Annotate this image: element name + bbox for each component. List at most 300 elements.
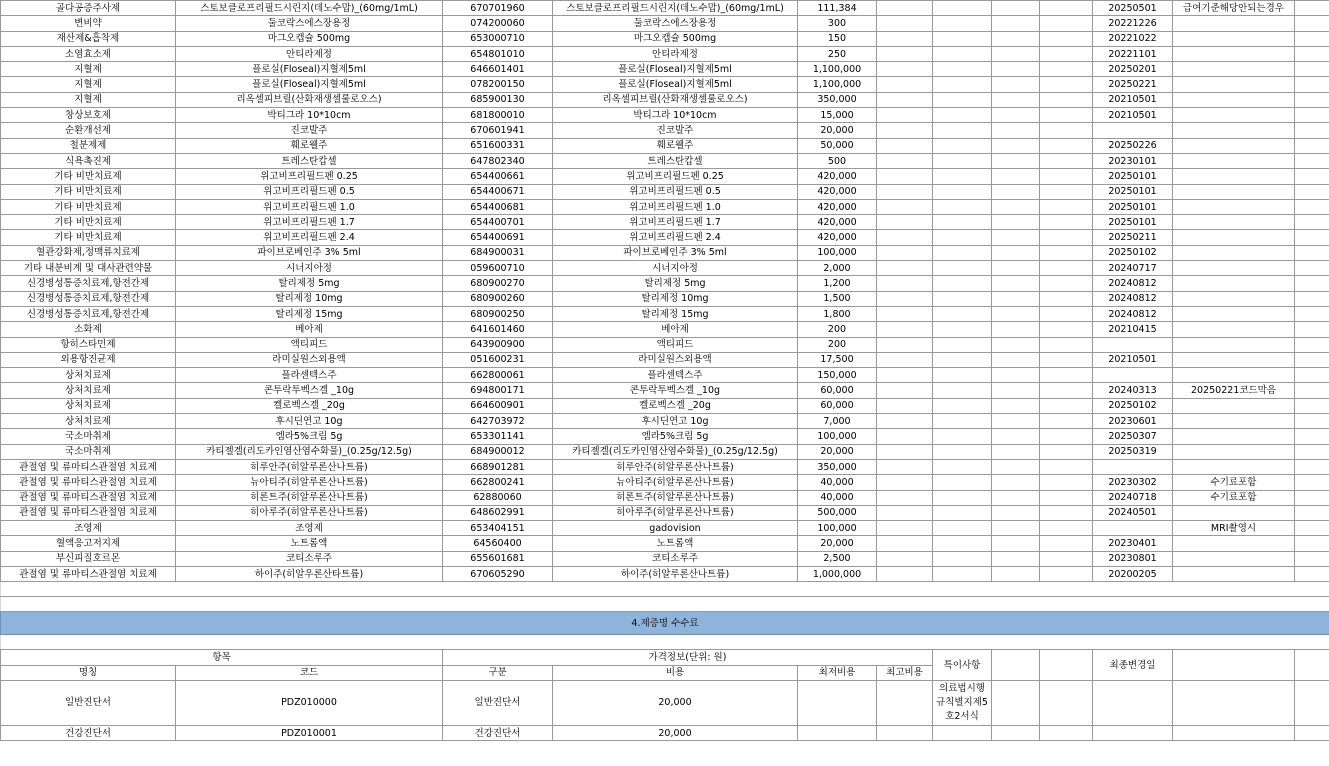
price-cell: 250	[798, 46, 877, 61]
category-cell: 관절염 및 류마티스관절염 치료제	[1, 490, 176, 505]
certificate-row	[1, 680, 1329, 725]
product-name-cell: 탈리제정 15mg	[176, 306, 443, 321]
product-name-cell: 코티소루주	[176, 551, 443, 566]
date-cell	[1093, 459, 1173, 474]
product-name-cell: 후시딘연고 10g	[176, 414, 443, 429]
product-name-cell: 베아제	[553, 322, 798, 337]
remark-cell	[1173, 322, 1295, 337]
cert-category: 일반진단서	[443, 680, 553, 725]
price-cell: 350,000	[798, 92, 877, 107]
product-name-cell: 엠라5%크림 5g	[553, 429, 798, 444]
date-cell	[1093, 521, 1173, 536]
date-cell: 20230601	[1093, 414, 1173, 429]
code-cell: 668901281	[443, 459, 553, 474]
price-cell: 2,500	[798, 551, 877, 566]
category-cell: 상처치료제	[1, 414, 176, 429]
code-cell: 653301141	[443, 429, 553, 444]
remark-cell	[1173, 92, 1295, 107]
product-name-cell: 위고비프리필드펜 0.25	[553, 169, 798, 184]
date-cell: 20240313	[1093, 383, 1173, 398]
product-name-cell: 조영제	[176, 521, 443, 536]
category-cell: 지혈제	[1, 77, 176, 92]
product-name-cell: 위고비프리필드펜 0.5	[176, 184, 443, 199]
table-row	[1, 536, 1329, 551]
col-category: 구분	[443, 665, 553, 680]
code-cell: 074200060	[443, 16, 553, 31]
table-row	[1, 77, 1329, 92]
date-cell: 20250101	[1093, 169, 1173, 184]
category-cell: 신경병성통증치료제,항전간제	[1, 276, 176, 291]
remark-cell	[1173, 291, 1295, 306]
product-name-cell: 켈로벡스겔 _20g	[176, 398, 443, 413]
table-row	[1, 46, 1329, 61]
price-cell: 200	[798, 322, 877, 337]
product-name-cell: 뉴아티주(히알루론산나트륨)	[553, 475, 798, 490]
category-cell: 부신피질호르몬	[1, 551, 176, 566]
product-name-cell: 노트롬액	[553, 536, 798, 551]
code-cell: 651600331	[443, 138, 553, 153]
category-cell: 상처치료제	[1, 398, 176, 413]
price-cell: 500	[798, 153, 877, 168]
price-cell: 20,000	[798, 123, 877, 138]
code-cell: 684900012	[443, 444, 553, 459]
code-cell: 670605290	[443, 566, 553, 581]
product-name-cell: 훼로웰주	[176, 138, 443, 153]
table-row	[1, 138, 1329, 153]
section4	[1, 582, 1329, 741]
product-name-cell: 콘투락투벡스겔 _10g	[553, 383, 798, 398]
code-cell: 648602991	[443, 505, 553, 520]
price-cell: 15,000	[798, 108, 877, 123]
price-cell: 1,800	[798, 306, 877, 321]
table-row	[1, 337, 1329, 352]
date-cell: 20210501	[1093, 92, 1173, 107]
code-cell: 654400681	[443, 199, 553, 214]
code-cell: 641601460	[443, 322, 553, 337]
table-row	[1, 352, 1329, 367]
code-cell: 654400661	[443, 169, 553, 184]
cert-name: 일반진단서	[1, 680, 176, 725]
date-cell: 20200205	[1093, 566, 1173, 581]
remark-cell	[1173, 459, 1295, 474]
product-name-cell: 히루안주(히알루론산나트륨)	[176, 459, 443, 474]
table-row	[1, 108, 1329, 123]
code-cell: 680900270	[443, 276, 553, 291]
product-name-cell: 위고비프리필드펜 2.4	[553, 230, 798, 245]
product-name-cell: 위고비프리필드펜 1.0	[176, 199, 443, 214]
product-name-cell: 둘코락스에스장용정	[553, 16, 798, 31]
code-cell: 646601401	[443, 62, 553, 77]
table-row	[1, 368, 1329, 383]
product-name-cell: 리옥셀피브릴(산화재생셀룰로오스)	[176, 92, 443, 107]
price-cell: 1,100,000	[798, 77, 877, 92]
table-row	[1, 414, 1329, 429]
code-cell: 654400691	[443, 230, 553, 245]
table-row	[1, 184, 1329, 199]
date-cell: 20240501	[1093, 505, 1173, 520]
product-name-cell: 위고비프리필드펜 1.7	[176, 215, 443, 230]
category-cell: 지혈제	[1, 92, 176, 107]
table-row	[1, 92, 1329, 107]
product-name-cell: 진코발주	[176, 123, 443, 138]
product-name-cell: 안티라제정	[176, 46, 443, 61]
table-row	[1, 322, 1329, 337]
product-name-cell: 라미실원스외용액	[553, 352, 798, 367]
product-name-cell: 히루안주(히알루론산나트륨)	[553, 459, 798, 474]
col-name: 명칭	[1, 665, 176, 680]
product-name-cell: 플라센텍스주	[176, 368, 443, 383]
price-cell: 150	[798, 31, 877, 46]
table-row	[1, 31, 1329, 46]
date-cell: 20250101	[1093, 215, 1173, 230]
table-row	[1, 490, 1329, 505]
category-cell: 재산제&흡착제	[1, 31, 176, 46]
category-cell: 기타 비만치료제	[1, 199, 176, 214]
col-code: 코드	[176, 665, 443, 680]
category-cell: 기타 내분비계 및 대사관련약물	[1, 261, 176, 276]
price-cell: 500,000	[798, 505, 877, 520]
table-row	[1, 475, 1329, 490]
category-cell: 기타 비만치료제	[1, 184, 176, 199]
blank-row	[1, 582, 1329, 597]
table-row	[1, 444, 1329, 459]
product-name-cell: 트레스탄캅셀	[176, 153, 443, 168]
remark-cell	[1173, 368, 1295, 383]
category-cell: 창상보호제	[1, 108, 176, 123]
table-row	[1, 16, 1329, 31]
category-cell: 국소마취제	[1, 429, 176, 444]
date-cell: 20250501	[1093, 1, 1173, 16]
col-max: 최고비용	[877, 665, 933, 680]
price-cell: 100,000	[798, 429, 877, 444]
date-cell: 20250221	[1093, 77, 1173, 92]
col-cost: 비용	[553, 665, 798, 680]
price-cell: 40,000	[798, 475, 877, 490]
remark-cell	[1173, 153, 1295, 168]
table-row	[1, 215, 1329, 230]
code-cell: 643900900	[443, 337, 553, 352]
date-cell: 20250102	[1093, 398, 1173, 413]
price-cell: 20,000	[798, 536, 877, 551]
price-cell: 300	[798, 16, 877, 31]
table-row	[1, 429, 1329, 444]
cert-category: 건강진단서	[443, 725, 553, 740]
price-cell: 200	[798, 337, 877, 352]
code-cell: 670601941	[443, 123, 553, 138]
product-name-cell: 탈리제정 5mg	[176, 276, 443, 291]
cert-code: PDZ010001	[176, 725, 443, 740]
remark-cell	[1173, 46, 1295, 61]
remark-cell	[1173, 215, 1295, 230]
price-cell: 420,000	[798, 215, 877, 230]
date-cell: 20221022	[1093, 31, 1173, 46]
product-name-cell: 마그오캡슐 500mg	[176, 31, 443, 46]
table-row	[1, 505, 1329, 520]
category-cell: 국소마취제	[1, 444, 176, 459]
date-cell: 20210415	[1093, 322, 1173, 337]
product-name-cell: 액티피드	[553, 337, 798, 352]
product-name-cell: 리옥셀피브릴(산화재생셀룰로오스)	[553, 92, 798, 107]
date-cell: 20230101	[1093, 153, 1173, 168]
category-cell: 관절염 및 류마티스관절염 치료제	[1, 475, 176, 490]
product-name-cell: 마그오캡슐 500mg	[553, 31, 798, 46]
remark-cell	[1173, 184, 1295, 199]
product-name-cell: 뉴아티주(히알루론산나트륨)	[176, 475, 443, 490]
code-cell: 654801010	[443, 46, 553, 61]
product-name-cell: 탈리제정 5mg	[553, 276, 798, 291]
product-name-cell: 플로실(Floseal)지혈제5ml	[176, 77, 443, 92]
code-cell: 647802340	[443, 153, 553, 168]
category-cell: 소염효소제	[1, 46, 176, 61]
product-name-cell: 노트롬액	[176, 536, 443, 551]
price-cell: 111,384	[798, 1, 877, 16]
category-cell: 상처치료제	[1, 383, 176, 398]
product-name-cell: 진코발주	[553, 123, 798, 138]
product-name-cell: 베아제	[176, 322, 443, 337]
cert-code: PDZ010000	[176, 680, 443, 725]
date-cell: 20221101	[1093, 46, 1173, 61]
category-cell: 변비약	[1, 16, 176, 31]
price-cell: 50,000	[798, 138, 877, 153]
product-name-cell: 박티그라 10*10cm	[553, 108, 798, 123]
date-cell: 20210501	[1093, 352, 1173, 367]
category-cell: 기타 비만치료제	[1, 169, 176, 184]
remark-cell	[1173, 261, 1295, 276]
remark-cell	[1173, 16, 1295, 31]
code-cell: 059600710	[443, 261, 553, 276]
table-row	[1, 566, 1329, 581]
date-cell: 20210501	[1093, 108, 1173, 123]
price-cell: 17,500	[798, 352, 877, 367]
date-cell: 20230302	[1093, 475, 1173, 490]
category-cell: 기타 비만치료제	[1, 215, 176, 230]
code-cell: 654400701	[443, 215, 553, 230]
table-row	[1, 245, 1329, 260]
price-cell: 420,000	[798, 230, 877, 245]
code-cell: 694800171	[443, 383, 553, 398]
col-min: 최저비용	[798, 665, 877, 680]
blank-row	[1, 635, 1329, 650]
product-name-cell: gadovision	[553, 521, 798, 536]
date-cell: 20240812	[1093, 276, 1173, 291]
category-cell: 기타 비만치료제	[1, 230, 176, 245]
table-row	[1, 169, 1329, 184]
product-name-cell: 트레스탄캅셀	[553, 153, 798, 168]
remark-cell	[1173, 108, 1295, 123]
date-cell	[1093, 368, 1173, 383]
drug-rows	[1, 1, 1329, 582]
product-name-cell: 플로실(Floseal)지혈제5ml	[553, 77, 798, 92]
product-name-cell: 코티소루주	[553, 551, 798, 566]
date-cell: 20240812	[1093, 291, 1173, 306]
product-name-cell: 시너지아정	[176, 261, 443, 276]
category-cell: 식욕촉진제	[1, 153, 176, 168]
product-name-cell: 시너지아정	[553, 261, 798, 276]
table-row	[1, 459, 1329, 474]
category-cell: 관절염 및 류마티스관절염 치료제	[1, 505, 176, 520]
date-cell: 20240718	[1093, 490, 1173, 505]
remark-cell	[1173, 551, 1295, 566]
table-row	[1, 1, 1329, 16]
cert-cost: 20,000	[553, 725, 798, 740]
product-name-cell: 액티피드	[176, 337, 443, 352]
table-row	[1, 291, 1329, 306]
price-cell: 1,100,000	[798, 62, 877, 77]
remark-cell	[1173, 199, 1295, 214]
price-cell: 7,000	[798, 414, 877, 429]
category-cell: 골다공증주사제	[1, 1, 176, 16]
remark-cell: 20250221코드막음	[1173, 383, 1295, 398]
price-cell: 40,000	[798, 490, 877, 505]
remark-cell	[1173, 536, 1295, 551]
category-cell: 소화제	[1, 322, 176, 337]
price-cell: 60,000	[798, 398, 877, 413]
remark-cell	[1173, 444, 1295, 459]
code-cell: 051600231	[443, 352, 553, 367]
price-cell: 420,000	[798, 184, 877, 199]
blank-row	[1, 597, 1329, 612]
table-row	[1, 551, 1329, 566]
category-cell: 외용항진균제	[1, 352, 176, 367]
code-cell: 655601681	[443, 551, 553, 566]
price-cell: 100,000	[798, 245, 877, 260]
product-name-cell: 탈리제정 10mg	[176, 291, 443, 306]
section-title: 4.제증명 수수료	[1, 612, 1329, 635]
price-cell: 60,000	[798, 383, 877, 398]
remark-cell	[1173, 31, 1295, 46]
remark-cell	[1173, 169, 1295, 184]
code-cell: 664600901	[443, 398, 553, 413]
product-name-cell: 카티젤겔(리도카인염산염수화물)_(0.25g/12.5g)	[553, 444, 798, 459]
code-cell: 62880060	[443, 490, 553, 505]
date-cell: 20250307	[1093, 429, 1173, 444]
remark-cell: 수기료포함	[1173, 490, 1295, 505]
date-cell: 20250211	[1093, 230, 1173, 245]
code-cell: 680900250	[443, 306, 553, 321]
product-name-cell: 콘투락투벡스겔 _10g	[176, 383, 443, 398]
date-cell: 20250101	[1093, 184, 1173, 199]
code-cell: 654400671	[443, 184, 553, 199]
category-cell: 순환개선제	[1, 123, 176, 138]
product-name-cell: 스토보클로프리필드시린지(데노수맙)_(60mg/1mL)	[553, 1, 798, 16]
remark-cell	[1173, 352, 1295, 367]
table-row	[1, 521, 1329, 536]
table-row	[1, 383, 1329, 398]
code-cell: 681800010	[443, 108, 553, 123]
price-cell: 420,000	[798, 169, 877, 184]
category-cell: 조영제	[1, 521, 176, 536]
product-name-cell: 히론트주(히알루론산나트륨)	[553, 490, 798, 505]
date-cell	[1093, 123, 1173, 138]
header-remarks: 특이사항	[933, 650, 992, 681]
product-name-cell: 박티그라 10*10cm	[176, 108, 443, 123]
code-cell: 078200150	[443, 77, 553, 92]
header-item: 항목	[1, 650, 443, 665]
product-name-cell: 라미실원스외용액	[176, 352, 443, 367]
product-name-cell: 카티젤겔(리도카인염산염수화물)_(0.25g/12.5g)	[176, 444, 443, 459]
category-cell: 지혈제	[1, 62, 176, 77]
product-name-cell: 플라센텍스주	[553, 368, 798, 383]
category-cell: 관절염 및 류마티스관절염 치료제	[1, 459, 176, 474]
product-name-cell: 켈로벡스겔 _20g	[553, 398, 798, 413]
remark-cell	[1173, 245, 1295, 260]
date-cell: 20221226	[1093, 16, 1173, 31]
remark-cell	[1173, 77, 1295, 92]
remark-cell	[1173, 505, 1295, 520]
product-name-cell: 히론트주(히알루론산나트륨)	[176, 490, 443, 505]
code-cell: 653404151	[443, 521, 553, 536]
table-row	[1, 276, 1329, 291]
table-row	[1, 62, 1329, 77]
remark-cell	[1173, 398, 1295, 413]
category-cell: 신경병성통증치료제,항전간제	[1, 291, 176, 306]
price-cell: 150,000	[798, 368, 877, 383]
category-cell: 신경병성통증치료제,항전간제	[1, 306, 176, 321]
product-name-cell: 훼로웰주	[553, 138, 798, 153]
price-cell: 2,000	[798, 261, 877, 276]
product-name-cell: 파이브로베인주 3% 5ml	[176, 245, 443, 260]
code-cell: 662800241	[443, 475, 553, 490]
date-cell: 20230801	[1093, 551, 1173, 566]
product-name-cell: 탈리제정 15mg	[553, 306, 798, 321]
product-name-cell: 하이주(히알우론산타트륨)	[176, 566, 443, 581]
remark-cell: MRI촬영시	[1173, 521, 1295, 536]
remark-cell	[1173, 230, 1295, 245]
code-cell: 642703972	[443, 414, 553, 429]
date-cell: 20250101	[1093, 199, 1173, 214]
price-cell: 1,500	[798, 291, 877, 306]
category-cell: 혈액응고저지제	[1, 536, 176, 551]
product-name-cell: 파이브로베인주 3% 5ml	[553, 245, 798, 260]
product-name-cell: 플로실(Floseal)지혈제5ml	[176, 62, 443, 77]
table-row	[1, 123, 1329, 138]
remark-cell	[1173, 62, 1295, 77]
table-row	[1, 153, 1329, 168]
date-cell: 20250226	[1093, 138, 1173, 153]
header-price-info: 가격정보(단위: 원)	[443, 650, 933, 665]
code-cell: 685900130	[443, 92, 553, 107]
remark-cell	[1173, 123, 1295, 138]
cert-name: 건강진단서	[1, 725, 176, 740]
product-name-cell: 히아루주(히알루론산나트륨)	[553, 505, 798, 520]
cert-cost: 20,000	[553, 680, 798, 725]
section-header-row-1	[1, 650, 1329, 665]
price-cell: 20,000	[798, 444, 877, 459]
category-cell: 혈관강화제,정맥류치료제	[1, 245, 176, 260]
category-cell: 항히스타민제	[1, 337, 176, 352]
product-name-cell: 안티라제정	[553, 46, 798, 61]
price-cell: 100,000	[798, 521, 877, 536]
price-cell: 1,000,000	[798, 566, 877, 581]
table-row	[1, 306, 1329, 321]
date-cell: 20240717	[1093, 261, 1173, 276]
remark-cell	[1173, 414, 1295, 429]
code-cell: 64560400	[443, 536, 553, 551]
date-cell	[1093, 337, 1173, 352]
product-name-cell: 위고비프리필드펜 0.25	[176, 169, 443, 184]
product-name-cell: 위고비프리필드펜 2.4	[176, 230, 443, 245]
remark-cell	[1173, 276, 1295, 291]
remark-cell	[1173, 337, 1295, 352]
product-name-cell: 스토보클로프리필드시린지(데노수맙)_(60mg/1mL)	[176, 1, 443, 16]
product-name-cell: 후시딘연고 10g	[553, 414, 798, 429]
product-name-cell: 위고비프리필드펜 1.0	[553, 199, 798, 214]
remark-cell: 수기료포함	[1173, 475, 1295, 490]
remark-cell	[1173, 566, 1295, 581]
remark-cell: 급여기준해당안되는경우	[1173, 1, 1295, 16]
date-cell: 20250102	[1093, 245, 1173, 260]
product-name-cell: 둘코락스에스장용정	[176, 16, 443, 31]
